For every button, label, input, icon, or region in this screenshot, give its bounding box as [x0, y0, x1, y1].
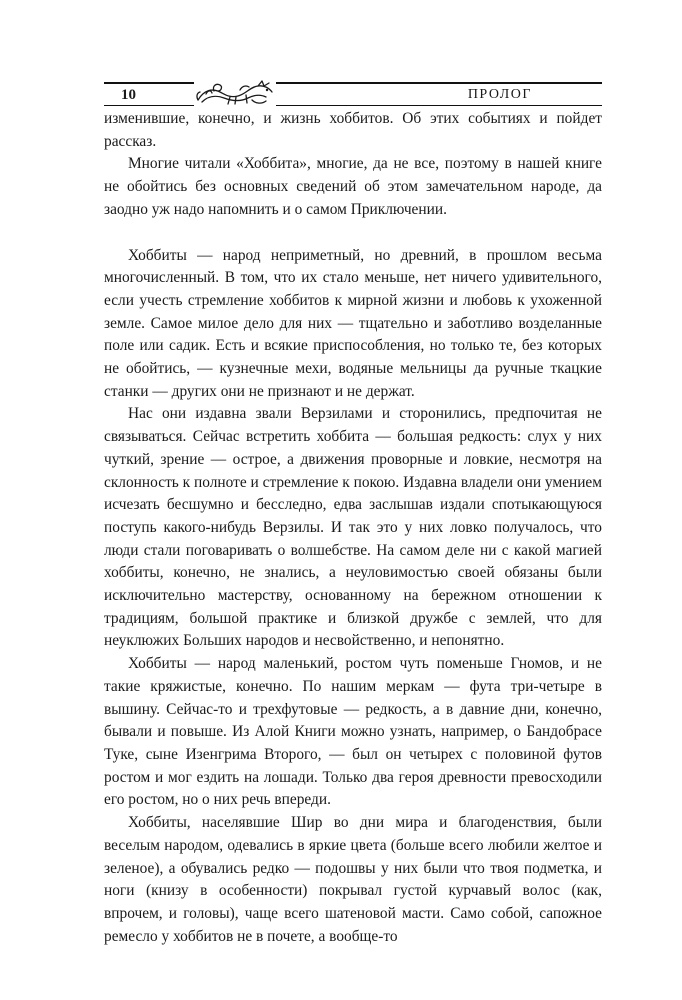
- book-page: [104, 78, 602, 948]
- dragon-ornament-icon: [194, 78, 276, 108]
- body-text: [104, 108, 602, 948]
- section-title: ПРОЛОГ: [467, 87, 532, 102]
- paragraph: Хоббиты, населявшие Шир во дни мира и благоденствия, были веселым народом, одевались в яркие цвета (больше всего любили желтое и зеленое), а обувались редко — подошвы у них были что твоя подметка, и ноги (книзу в особенности) покрывал густой курчавый волос (как, впрочем, и головы), чаще всего шатеновой масти. Само собой, сапожное ремесло у хоббитов не в почете, а вообще-то: [104, 814, 602, 945]
- header-rule-top: [104, 82, 602, 84]
- paragraph: Нас они издавна звали Верзилами и сторонились, предпочитая не связываться. Сейчас встретить хоббита — большая редкость: слух у них чуткий, зрение — острое, а движения проворные и ловкие, несмотря на склонность к полноте и стремление к покою. Издавна владели они умением исчезать бесшумно и бесследно, едва заслышав издали спотыкающуюся поступь какого-нибудь Верзилы. И так это у них ловко получалось, что люди стали поговаривать о волшебстве. На самом деле ни с какой магией хоббиты, конечно, не знались, а неуловимостью своей обязаны были исключительно мастерству, основанному на бережном отношении к традициям, большой практике и близкой дружбе с землей, что для неуклюжих Больших народов и несвойственно, и непонятно.: [104, 405, 603, 650]
- paragraph: Хоббиты — народ маленький, ростом чуть поменьше Гномов, и не такие кряжистые, конечно. По нашим меркам — фута три-четыре в вышину. Сейчас-то и трехфутовые — редкость, а в давние дни, конечно, бывали и повыше. Из Алой Книги можно узнать, например, о Бандобрасе Туке, сыне Изенгрима Второго, — был он четырех с половиной футов ростом и мог ездить на лошади. Только два героя древности превосходили его ростом, но о них речь впереди.: [104, 655, 602, 809]
- paragraph: Хоббиты — народ неприметный, но древний, в прошлом весьма многочисленный. В том, что их стало меньше, нет ничего удивительного, если учесть стремление хоббитов к мирной жизни и любовь к ухоженной земле. Самое милое дело для них — тщательно и заботливо возделанные поле или садик. Есть и всякие приспособления, но только те, без которых не обойтись, — кузнечные мехи, водяные мельницы да ручные ткацкие станки — других они не признают и не держат.: [104, 246, 602, 400]
- paragraph: Многие читали «Хоббита», многие, да не все, поэтому в нашей книге не обойтись без основных сведений об этом замечательном народе, да заодно уж надо напомнить и о самом Приключении.: [104, 155, 602, 218]
- header-rule-bottom: [104, 105, 602, 106]
- page-number: 10: [121, 87, 136, 103]
- running-header: [104, 78, 602, 106]
- paragraph-continued: изменившие, конечно, и жизнь хоббитов. Об этих событиях и пойдет рассказ.: [104, 110, 602, 150]
